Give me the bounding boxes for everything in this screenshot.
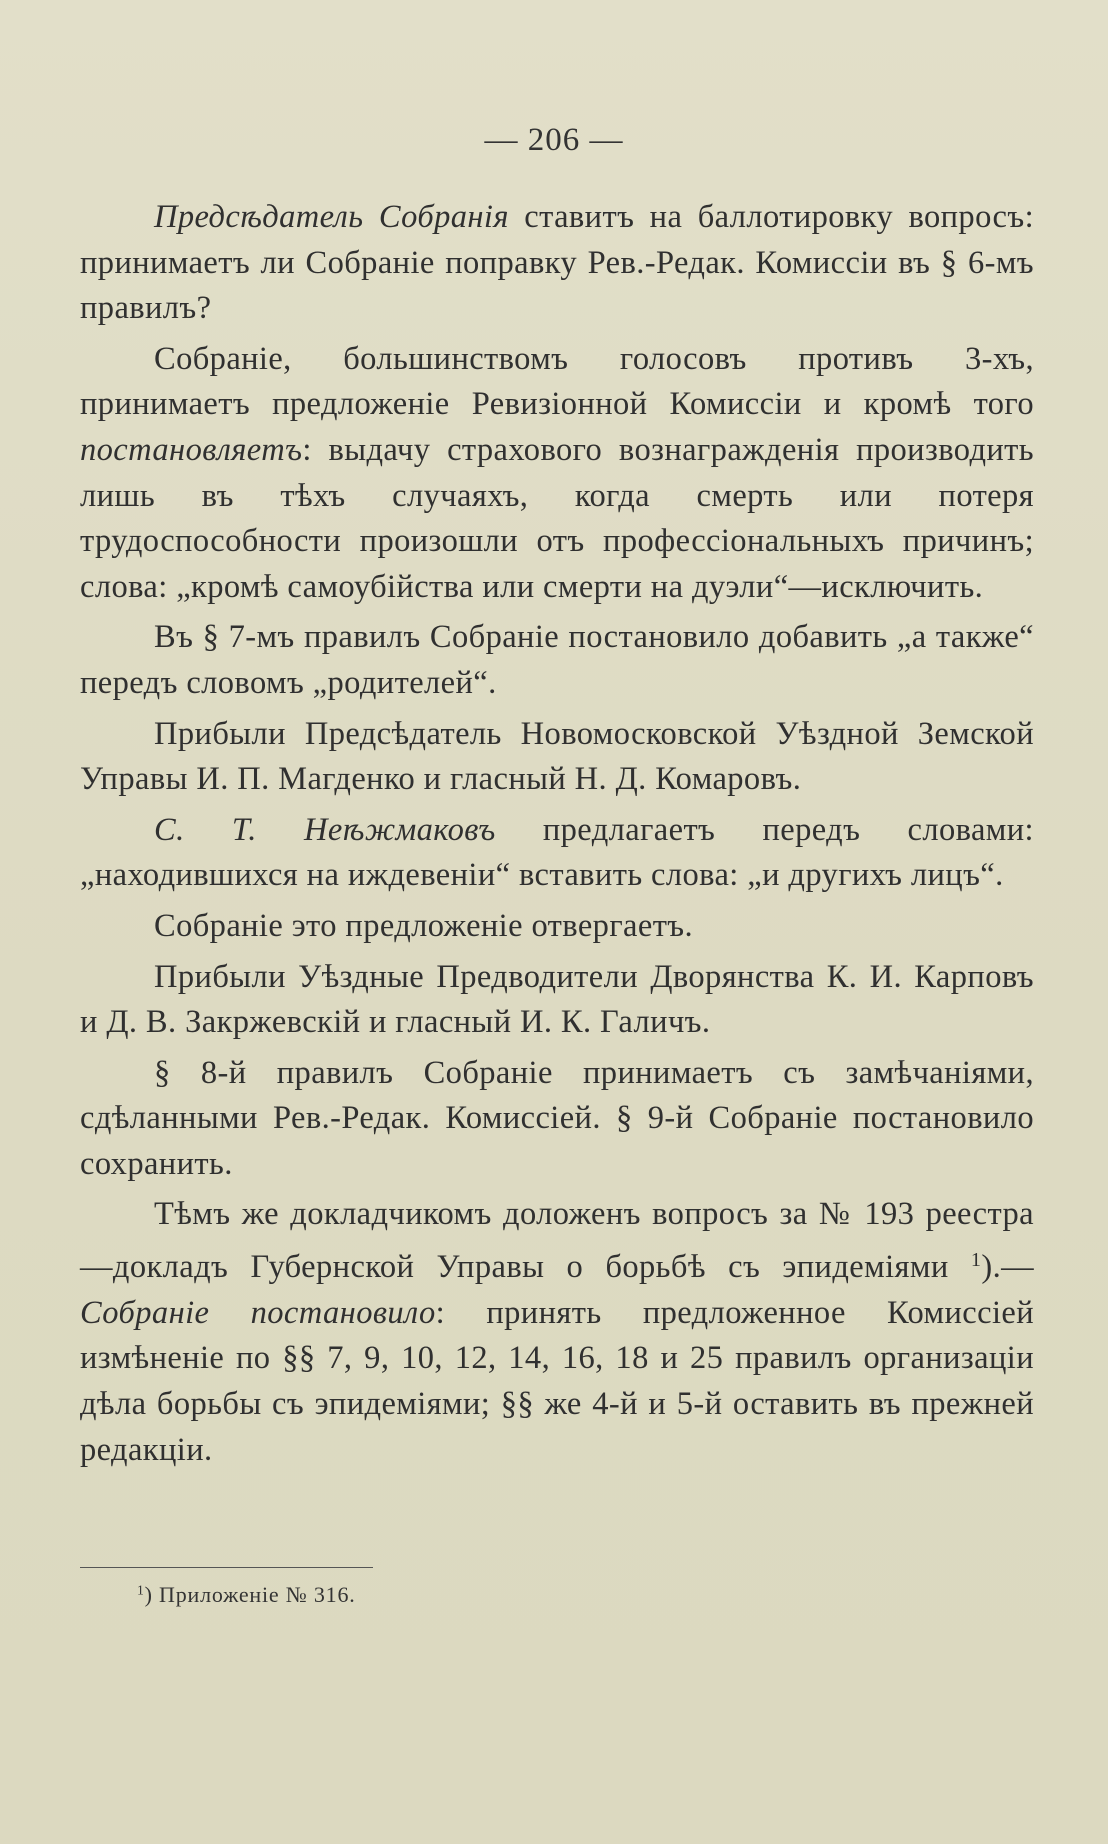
footnote-mark: 1 xyxy=(137,1582,145,1598)
paragraph xyxy=(80,904,1034,950)
text-run: § 8-й правилъ Собраніе принимаетъ съ замѣчаніями, сдѣланными Рев.-Редак. Комиссіей. § 9-й Собраніе постановило сохранить. xyxy=(80,1054,1034,1182)
footnote xyxy=(137,1582,356,1608)
text-run: Въ § 7-мъ правилъ Собраніе постановило добавить „а также“ передъ словомъ „родителей“. xyxy=(80,619,1034,701)
main-text xyxy=(80,195,1034,1478)
page-number: — 206 — xyxy=(484,122,624,158)
footnote-reference: 1 xyxy=(970,1249,982,1272)
text-run: Собраніе это предложеніе отвергаетъ. xyxy=(154,907,694,944)
text-run: : принять предложенное Комиссіей измѣненіе по §§ 7, 9, 10, 12, 14, 16, 18 и 25 правилъ организаціи дѣла борьбы съ эпидеміями; §§ же 4-й и 5-й оставить въ прежней редакціи. xyxy=(80,1294,1034,1468)
text-run: : выдачу страхового вознагражденія производить лишь въ тѣхъ случаяхъ, когда смерть или потеря трудоспособности произошли отъ профессіональныхъ причинъ; слова: „кромѣ самоубійства или смерти на дуэли“—исключить. xyxy=(80,431,1034,605)
italic-phrase: Предсѣдатель Собранія xyxy=(154,199,509,235)
text-run: Прибыли Предсѣдатель Новомосковской Уѣздной Земской Управы И. П. Магденко и гласный Н. Д. Комаровъ. xyxy=(80,715,1034,798)
italic-phrase: С. Т. Неѣжмаковъ xyxy=(154,811,496,848)
text-run: Прибыли Уѣздные Предводители Дворянства К. И. Карповъ и Д. В. Закржевскій и гласный И. К. Галичъ. xyxy=(80,958,1034,1041)
paragraph xyxy=(80,1051,1034,1188)
footnote-text: ) Приложеніе № 316. xyxy=(144,1582,356,1607)
paragraph xyxy=(80,1192,1034,1473)
paragraph xyxy=(80,712,1034,803)
paragraph xyxy=(80,808,1034,899)
paragraph xyxy=(80,615,1034,706)
italic-phrase: постановляетъ xyxy=(80,431,303,468)
paragraph xyxy=(80,195,1034,332)
text-run: Собраніе, большинствомъ голосовъ противъ 3-хъ, принимаетъ предложеніе Ревизіонной Комиссіи и кромѣ того xyxy=(80,340,1034,423)
italic-phrase: Собраніе постановило xyxy=(80,1294,436,1331)
text-run: Тѣмъ же докладчикомъ доложенъ вопросъ за № 193 реестра—докладъ Губернской Управы о борьбѣ съ эпидеміями xyxy=(80,1196,1034,1286)
text-run: ставитъ на баллотировку вопросъ: принимаетъ ли Собраніе поправку Рев.-Редак. Комиссіи въ § 6-мъ правилъ? xyxy=(80,199,1034,327)
paragraph xyxy=(80,337,1034,611)
text-run: ).— xyxy=(981,1249,1034,1286)
paragraph xyxy=(80,955,1034,1046)
text-run: предлагаетъ передъ словами: „находившихся на иждевеніи“ вставить слова: „и другихъ лицъ“. xyxy=(80,811,1034,894)
footnote-separator xyxy=(80,1567,373,1568)
